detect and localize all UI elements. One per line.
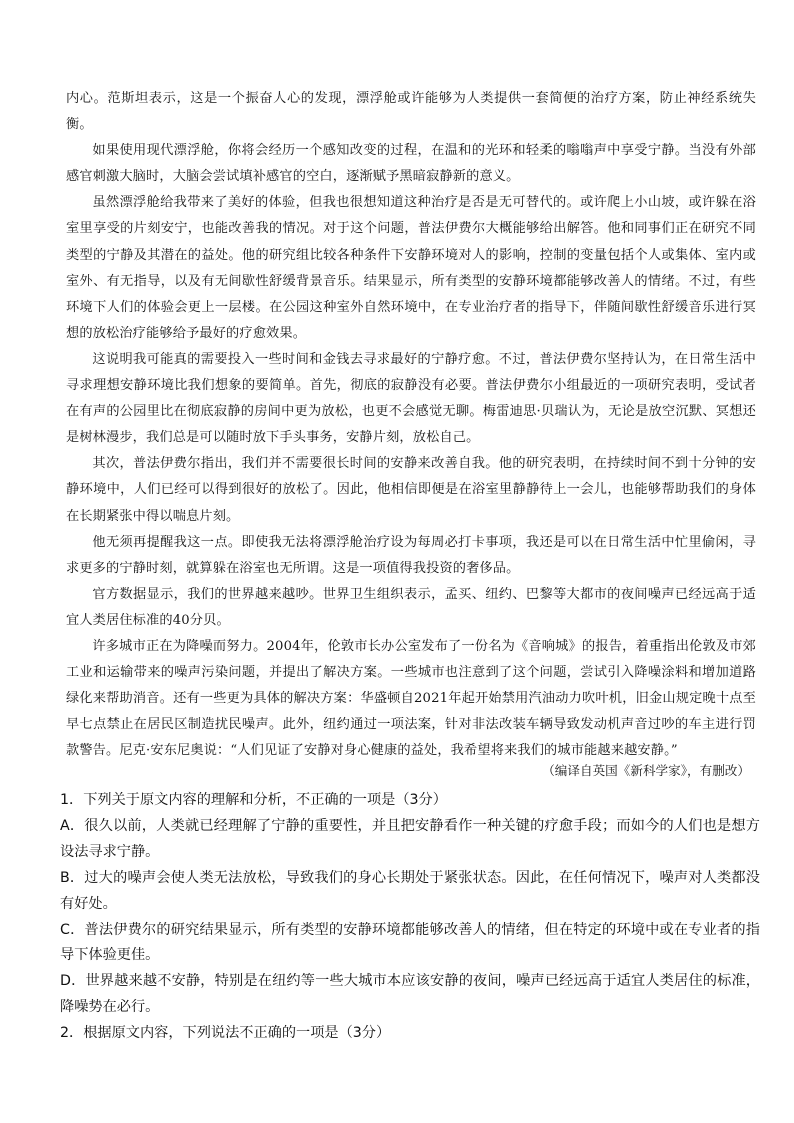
passage-paragraph: 官方数据显示，我们的世界越来越吵。世界卫生组织表示，孟买、纽约、巴黎等大都市的夜间噪声已经远高于适宜人类居住标准的40分贝。	[66, 586, 756, 628]
passage-paragraph: 虽然漂浮舱给我带来了美好的体验，但我也很想知道这种治疗是否是无可替代的。或许爬上小山坡，或许躲在浴室里享受的片刻安宁，也能改善我的情况。对于这个问题，普法伊费尔大概能够给出解答。他和同事们正在研究不同类型的宁静及其潜在的益处。他的研究组比较各种条件下安静环境对人的影响，控制的变量包括个人或集体、室内或室外、有无指导，以及有无间歇性舒缓背景音乐。结果显示，所有类型的安静环境都能够改善人的情绪。不过，有些环境下人们的体验会更上一层楼。在公园这种室外自然环境中，在专业治疗者的指导下，伴随间歇性舒缓音乐进行冥想的放松治疗能够给予最好的疗愈效果。	[66, 195, 756, 341]
question-1-option-d: D．世界越来越不安静，特别是在纽约等一些大城市本应该安静的夜间，噪声已经远高于适宜人类居住的标准，降噪势在必行。	[60, 973, 760, 1016]
passage-paragraph: 如果使用现代漂浮舱，你将会经历一个感知改变的过程，在温和的光环和轻柔的嗡嗡声中享受宁静。当没有外部感官刺激大脑时，大脑会尝试填补感官的空白，逐渐赋予黑暗寂静新的意义。	[66, 143, 756, 185]
question-1-option-c: C．普法伊费尔的研究结果显示，所有类型的安静环境都能够改善人的情绪，但在特定的环境中或在专业者的指导下体验更佳。	[60, 921, 760, 964]
question-block	[60, 788, 760, 1047]
question-1-option-a: A．很久以前，人类就已经理解了宁静的重要性，并且把安静看作一种关键的疗愈手段；而如今的人们也是想方设法寻求宁静。	[60, 817, 760, 860]
passage-paragraph: 他无须再提醒我这一点。即使我无法将漂浮舱治疗设为每周必打卡事项，我还是可以在日常生活中忙里偷闲，寻求更多的宁静时刻，就算躲在浴室也无所谓。这是一项值得我投资的奢侈品。	[66, 534, 756, 576]
reading-passage	[66, 86, 756, 764]
question-1-stem: 1．下列关于原文内容的理解和分析，不正确的一项是（3分）	[60, 792, 447, 808]
question-2-stem: 2．根据原文内容，下列说法不正确的一项是（3分）	[60, 1025, 391, 1042]
question-1-option-b: B．过大的噪声会使人类无法放松，导致我们的身心长期处于紧张状态。因此，在任何情况下，噪声对人类都没有好处。	[60, 869, 760, 912]
passage-source-note: （编译自英国《新科学家》，有删改）	[542, 763, 750, 778]
passage-paragraph: 内心。范斯坦表示，这是一个振奋人心的发现，漂浮舱或许能够为人类提供一套简便的治疗方案，防止神经系统失衡。	[66, 91, 756, 133]
passage-paragraph: 这说明我可能真的需要投入一些时间和金钱去寻求最好的宁静疗愈。不过，普法伊费尔坚持认为，在日常生活中寻求理想安静环境比我们想象的要简单。首先，彻底的寂静没有必要。普法伊费尔小组最近的一项研究表明，受试者在有声的公园里比在彻底寂静的房间中更为放松，也更不会感觉无聊。梅雷迪思·贝瑞认为，无论是放空沉默、冥想还是树林漫步，我们总是可以随时放下手头事务，安静片刻，放松自己。	[66, 351, 756, 446]
passage-paragraph: 许多城市正在为降噪而努力。2004年，伦敦市长办公室发布了一份名为《音响城》的报告，着重指出伦敦及市郊工业和运输带来的噪声污染问题，并提出了解决方案。一些城市也注意到了这个问题，尝试引入降噪涂料和增加道路绿化来帮助消音。还有一些更为具体的解决方案：华盛顿自2021年起开始禁用汽油动力吹叶机，旧金山规定晚十点至早七点禁止在居民区制造扰民噪声。此外，纽约通过一项法案，针对非法改装车辆导致发动机声音过吵的车主进行罚款警告。尼克·安东尼奥说：“人们见证了安静对身心健康的益处，我希望将来我们的城市能越来越安静。”	[66, 638, 756, 759]
passage-paragraph: 其次，普法伊费尔指出，我们并不需要很长时间的安静来改善自我。他的研究表明，在持续时间不到十分钟的安静环境中，人们已经可以得到很好的放松了。因此，他相信即便是在浴室里静静待上一会儿，也能够帮助我们的身体在长期紧张中得以喘息片刻。	[66, 456, 756, 524]
